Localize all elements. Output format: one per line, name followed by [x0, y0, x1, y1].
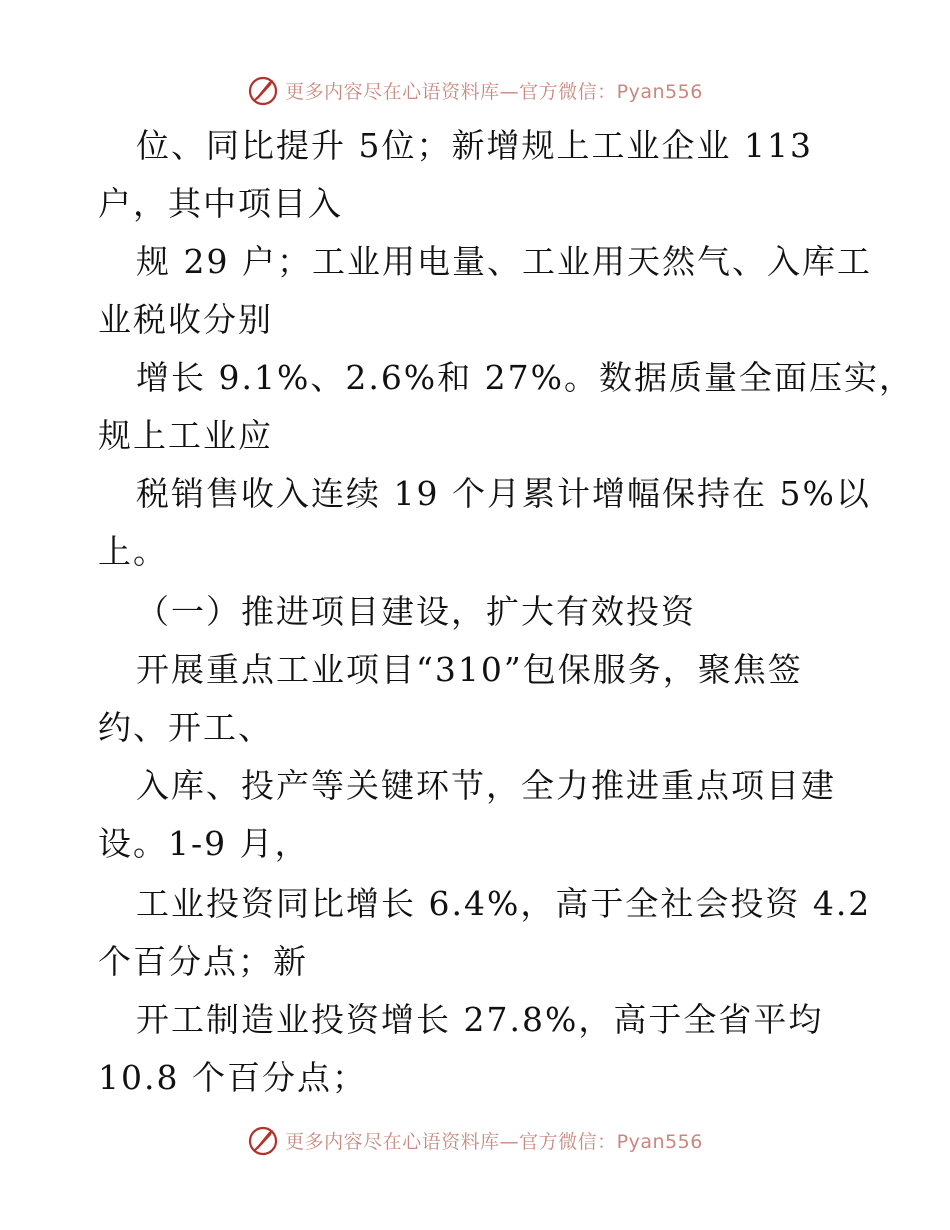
watermark-footer	[0, 1120, 950, 1160]
text-line: 税销售收入连续 19 个月累计增幅保持在 5%以	[136, 474, 871, 513]
text-line: 开工制造业投资增长 27.8%，高于全省平均	[136, 1000, 824, 1039]
text-line: 规 29 户；工业用电量、工业用天然气、入库工	[136, 242, 872, 281]
section-heading: （一）推进项目建设，扩大有效投资	[136, 592, 696, 631]
text-line: 约、开工、	[98, 708, 273, 747]
text-line: 规上工业应	[98, 416, 273, 455]
watermark-text: 更多内容尽在心语资料库—官方微信：Pyan556	[285, 1130, 703, 1153]
text-line: 开展重点工业项目“310”包保服务，聚焦签	[136, 650, 803, 689]
watermark-text: 更多内容尽在心语资料库—官方微信：Pyan556	[285, 80, 703, 103]
text-line: 个百分点；新	[98, 942, 308, 981]
text-line: 户，其中项目入	[98, 184, 343, 223]
quill-logo-icon	[247, 1124, 279, 1156]
text-line: 增长 9.1%、2.6%和 27%。数据质量全面压实，	[136, 358, 915, 397]
text-line: 10.8 个百分点；	[98, 1058, 367, 1097]
text-line: 设。1-9 月，	[98, 824, 310, 863]
text-line: 业税收分别	[98, 300, 273, 339]
text-line: 位、同比提升 5位；新增规上工业企业 113	[136, 126, 813, 165]
text-line: 入库、投产等关键环节，全力推进重点项目建	[136, 766, 836, 805]
text-line: 工业投资同比增长 6.4%，高于全社会投资 4.2	[136, 884, 872, 923]
text-line: 上。	[98, 532, 168, 571]
